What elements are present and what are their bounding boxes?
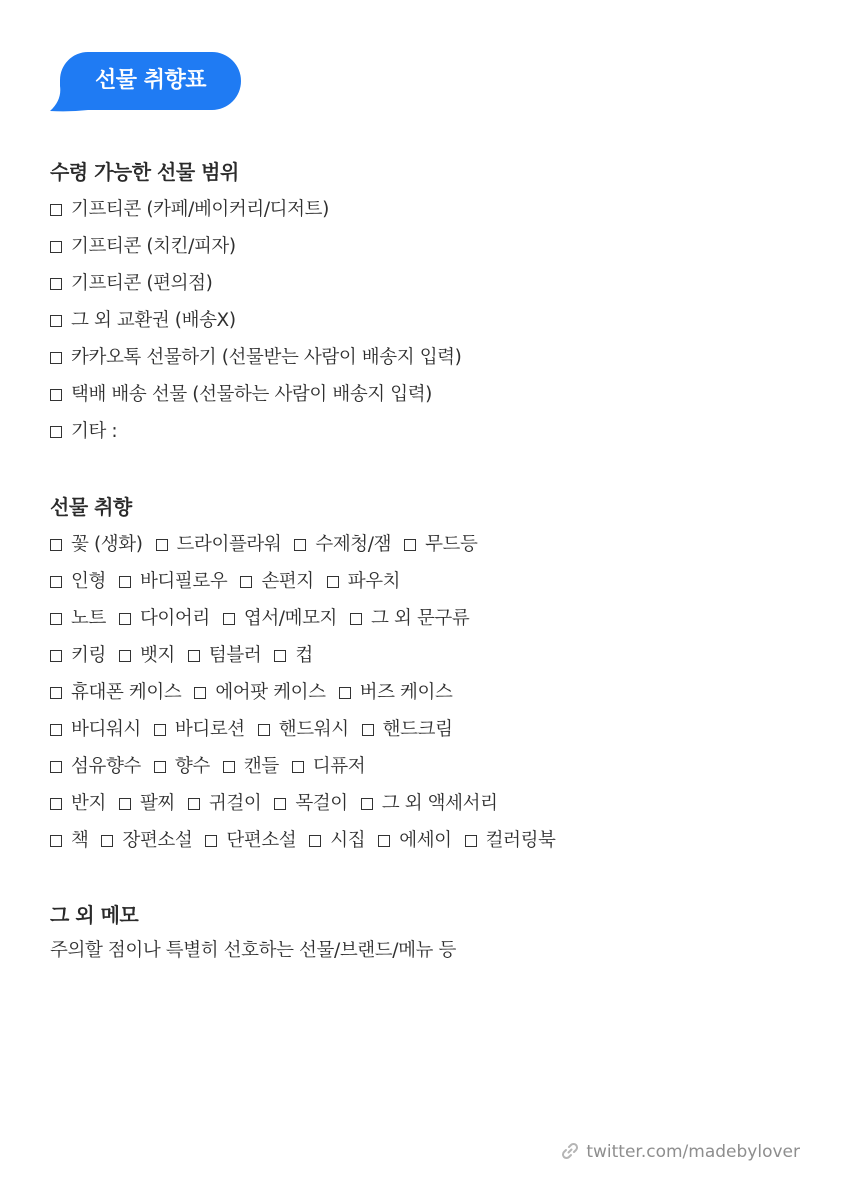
checkbox[interactable] — [50, 576, 62, 588]
option-label: 기프티콘 (편의점) — [71, 273, 213, 294]
option-label: 다이어리 — [139, 608, 210, 629]
option-label: 에어팟 케이스 — [215, 682, 326, 703]
option-label: 파우치 — [347, 571, 401, 592]
gift-taste-option[interactable] — [50, 639, 106, 673]
checkbox[interactable] — [50, 315, 62, 327]
option-label: 엽서/메모지 — [243, 608, 338, 629]
gift-taste-option[interactable] — [50, 528, 143, 562]
gift-taste-option[interactable] — [309, 824, 365, 858]
checkbox[interactable] — [50, 539, 62, 551]
gift-taste-option[interactable] — [50, 787, 106, 821]
option-label: 컬러링북 — [485, 830, 556, 851]
checkbox[interactable] — [50, 761, 62, 773]
checkbox[interactable] — [119, 613, 131, 625]
checkbox[interactable] — [240, 576, 252, 588]
gift-taste-option[interactable] — [274, 639, 312, 673]
memo-text: 주의할 점이나 특별히 선호하는 선물/브랜드/메뉴 등 — [50, 940, 456, 961]
option-label: 택배 배송 선물 (선물하는 사람이 배송지 입력) — [71, 384, 432, 405]
option-label: 바디로션 — [174, 719, 245, 740]
option-label: 반지 — [71, 793, 106, 814]
gift-taste-option[interactable] — [274, 787, 347, 821]
checklist-row — [50, 602, 810, 639]
option-label: 노트 — [71, 608, 106, 629]
option-label: 드라이플라워 — [176, 534, 282, 555]
checklist-row — [50, 750, 810, 787]
gift-taste-option[interactable] — [362, 713, 453, 747]
gift-taste-option[interactable] — [119, 787, 175, 821]
checkbox[interactable] — [50, 613, 62, 625]
option-label: 그 외 교환권 (배송X) — [71, 310, 236, 331]
option-label: 시집 — [330, 830, 366, 851]
memo-heading: 그 외 메모 — [50, 903, 139, 927]
option-label: 컵 — [295, 645, 313, 666]
gift-taste-list — [50, 528, 810, 861]
gift-taste-option[interactable] — [404, 528, 477, 562]
checklist-row — [50, 713, 810, 750]
gift-taste-option[interactable] — [258, 713, 349, 747]
checkbox[interactable] — [361, 798, 373, 810]
checkbox[interactable] — [119, 798, 131, 810]
gift-taste-option[interactable] — [101, 824, 192, 858]
page-title: 선물 취향표 — [95, 68, 206, 93]
title-bubble — [50, 52, 241, 112]
checkbox[interactable] — [101, 835, 113, 847]
checkbox[interactable] — [274, 650, 286, 662]
checklist-row — [50, 676, 810, 713]
option-label: 그 외 액세서리 — [381, 793, 498, 814]
checkbox[interactable] — [154, 724, 166, 736]
option-label: 무드등 — [425, 534, 478, 555]
checkbox[interactable] — [465, 835, 477, 847]
gift-taste-option[interactable] — [205, 824, 296, 858]
checkbox[interactable] — [223, 761, 235, 773]
gift-taste-option[interactable] — [194, 676, 325, 710]
checklist-row — [50, 304, 810, 341]
checkbox[interactable] — [154, 761, 166, 773]
checkbox[interactable] — [50, 241, 62, 253]
checkbox[interactable] — [223, 613, 235, 625]
gift-taste-option[interactable] — [119, 565, 227, 599]
option-label: 캔들 — [243, 756, 279, 777]
checkbox[interactable] — [50, 389, 62, 401]
checkbox[interactable] — [327, 576, 339, 588]
gift-taste-heading: 선물 취향 — [50, 495, 132, 519]
option-label: 그 외 문구류 — [371, 608, 470, 629]
option-label: 수제청/잼 — [315, 534, 392, 555]
gift-taste-option[interactable] — [154, 750, 210, 784]
gift-taste-option[interactable] — [292, 750, 365, 784]
gift-range-section — [50, 157, 810, 452]
gift-taste-option[interactable] — [119, 639, 175, 673]
checkbox[interactable] — [188, 650, 200, 662]
option-label: 카카오톡 선물하기 (선물받는 사람이 배송지 입력) — [71, 347, 462, 368]
checkbox[interactable] — [50, 278, 62, 290]
option-label: 텀블러 — [208, 645, 262, 666]
checklist-row — [50, 787, 810, 824]
option-label: 바디필로우 — [139, 571, 228, 592]
checkbox[interactable] — [50, 835, 62, 847]
checkbox[interactable] — [350, 613, 362, 625]
footer-link-text[interactable]: twitter.com/madebylover — [586, 1142, 800, 1162]
option-label: 섬유향수 — [71, 756, 141, 777]
checkbox[interactable] — [362, 724, 374, 736]
gift-range-option[interactable] — [50, 378, 432, 412]
checklist-row — [50, 267, 810, 304]
gift-taste-option[interactable] — [350, 602, 469, 636]
gift-taste-option[interactable] — [465, 824, 556, 858]
checkbox[interactable] — [50, 724, 62, 736]
option-label: 꽃 (생화) — [71, 534, 143, 555]
gift-taste-option[interactable] — [50, 602, 106, 636]
gift-taste-option[interactable] — [378, 824, 451, 858]
gift-taste-option[interactable] — [240, 565, 313, 599]
option-label: 팔찌 — [139, 793, 175, 814]
option-label: 목걸이 — [295, 793, 348, 814]
gift-range-option[interactable] — [50, 267, 212, 301]
gift-taste-option[interactable] — [50, 565, 106, 599]
checklist-row — [50, 824, 810, 861]
gift-taste-option[interactable] — [188, 787, 261, 821]
option-label: 장편소설 — [122, 830, 193, 851]
checkbox[interactable] — [188, 798, 200, 810]
checklist-row — [50, 639, 810, 676]
option-label: 기프티콘 (치킨/피자) — [71, 236, 236, 257]
option-label: 책 — [71, 830, 89, 851]
checklist-row — [50, 565, 810, 602]
gift-taste-option[interactable] — [50, 750, 141, 784]
gift-taste-option[interactable] — [361, 787, 498, 821]
option-label: 귀걸이 — [208, 793, 262, 814]
option-label: 뱃지 — [139, 645, 175, 666]
link-icon — [560, 1141, 580, 1161]
gift-taste-option[interactable] — [339, 676, 453, 710]
checkbox[interactable] — [119, 650, 131, 662]
option-label: 손편지 — [261, 571, 314, 592]
gift-taste-option[interactable] — [156, 528, 282, 562]
memo-section — [50, 900, 810, 968]
gift-range-option[interactable] — [50, 415, 117, 449]
option-label: 휴대폰 케이스 — [71, 682, 182, 703]
option-label: 기타 : — [71, 421, 118, 442]
option-label: 인형 — [71, 571, 106, 592]
gift-taste-option[interactable] — [50, 676, 181, 710]
option-label: 단편소설 — [226, 830, 297, 851]
checklist-row — [50, 415, 810, 452]
gift-range-option[interactable] — [50, 230, 236, 264]
option-label: 버즈 케이스 — [359, 682, 453, 703]
checkbox[interactable] — [309, 835, 321, 847]
checkbox[interactable] — [258, 724, 270, 736]
option-label: 핸드크림 — [382, 719, 453, 740]
option-label: 향수 — [174, 756, 210, 777]
checklist-row — [50, 378, 810, 415]
checkbox[interactable] — [50, 426, 62, 438]
option-label: 키링 — [71, 645, 106, 666]
gift-taste-option[interactable] — [223, 602, 337, 636]
gift-taste-option[interactable] — [223, 750, 279, 784]
checkbox[interactable] — [50, 798, 62, 810]
gift-taste-option[interactable] — [294, 528, 391, 562]
checklist-row — [50, 341, 810, 378]
gift-taste-section — [50, 492, 810, 861]
gift-taste-option[interactable] — [327, 565, 400, 599]
checkbox[interactable] — [378, 835, 390, 847]
checkbox[interactable] — [50, 687, 62, 699]
option-label: 핸드워시 — [278, 719, 349, 740]
checkbox[interactable] — [205, 835, 217, 847]
option-label: 바디워시 — [71, 719, 141, 740]
gift-range-option[interactable] — [50, 193, 329, 227]
checkbox[interactable] — [156, 539, 168, 551]
option-label: 기프티콘 (카페/베이커리/디저트) — [71, 199, 329, 220]
gift-range-option[interactable] — [50, 341, 461, 375]
checkbox[interactable] — [50, 650, 62, 662]
checkbox[interactable] — [339, 687, 351, 699]
option-label: 에세이 — [399, 830, 452, 851]
gift-range-heading: 수령 가능한 선물 범위 — [50, 160, 239, 184]
gift-range-list — [50, 193, 810, 452]
footer-credit — [560, 1138, 800, 1166]
option-label: 디퓨저 — [312, 756, 366, 777]
gift-taste-option[interactable] — [154, 713, 245, 747]
gift-taste-option[interactable] — [50, 824, 88, 858]
checklist-row — [50, 193, 810, 230]
gift-taste-option[interactable] — [188, 639, 261, 673]
checkbox[interactable] — [292, 761, 304, 773]
checkbox[interactable] — [274, 798, 286, 810]
checklist-row — [50, 230, 810, 267]
checkbox[interactable] — [50, 352, 62, 364]
gift-taste-option[interactable] — [119, 602, 210, 636]
checkbox[interactable] — [294, 539, 306, 551]
checkbox[interactable] — [194, 687, 206, 699]
checkbox[interactable] — [50, 204, 62, 216]
gift-range-option[interactable] — [50, 304, 236, 338]
gift-taste-option[interactable] — [50, 713, 141, 747]
checklist-row — [50, 528, 810, 565]
checkbox[interactable] — [404, 539, 416, 551]
checkbox[interactable] — [119, 576, 131, 588]
